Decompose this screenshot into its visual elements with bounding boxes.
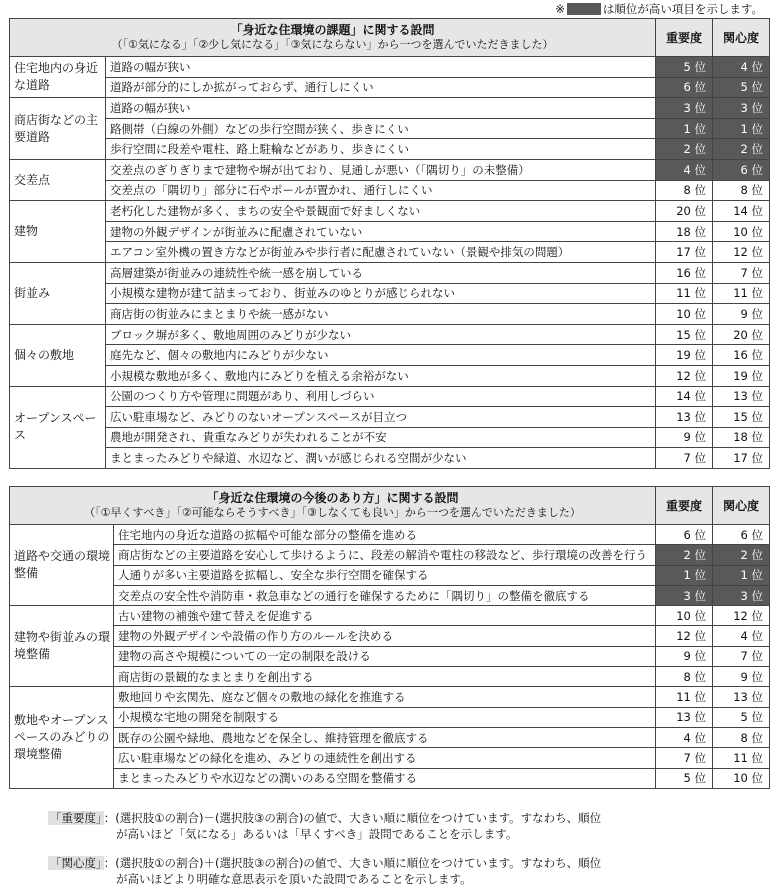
question-cell: 歩行空間に段差や電柱、路上駐輪などがあり、歩きにくい — [106, 139, 656, 160]
table-row — [10, 748, 770, 768]
importance-rank-cell: 13 位 — [656, 407, 713, 428]
importance-rank-cell: 4 位 — [656, 159, 713, 180]
note-text: ：(選択肢①の割合)＋(選択肢③の割合)の値で、大きい順に順位をつけています。すなわち、順位 — [103, 856, 602, 870]
table-row — [10, 304, 770, 325]
table-row — [10, 667, 770, 687]
interest-column-header: 関心度 — [713, 19, 770, 57]
importance-rank-cell: 15 位 — [656, 324, 713, 345]
table-row — [10, 180, 770, 201]
interest-rank-cell: 13 位 — [713, 687, 770, 707]
table-row — [10, 345, 770, 366]
question-cell: 道路の幅が狭い — [106, 57, 656, 78]
interest-rank-cell: 10 位 — [713, 768, 770, 788]
table-row — [10, 646, 770, 666]
legend-prefix: ※ — [555, 2, 565, 16]
question-cell: 公園のつくり方や管理に問題があり、利用しづらい — [106, 386, 656, 407]
table-row — [10, 242, 770, 263]
category-cell: 敷地やオープンスペースのみどりの環境整備 — [10, 687, 114, 788]
interest-rank-cell: 12 位 — [713, 606, 770, 626]
category-cell: 道路や交通の環境整備 — [10, 525, 114, 606]
question-cell: 古い建物の補強や建て替えを促進する — [114, 606, 656, 626]
question-cell: 商店街などの主要道路を安心して歩けるように、段差の解消や電柱の移設など、歩行環境の改善を行う — [114, 545, 656, 565]
importance-rank-cell: 17 位 — [656, 242, 713, 263]
category-cell: 建物や街並みの環境整備 — [10, 606, 114, 687]
interest-rank-cell: 3 位 — [713, 585, 770, 605]
importance-rank-cell: 3 位 — [656, 98, 713, 119]
question-cell: 道路が部分的にしか拡がっておらず、通行しにくい — [106, 77, 656, 98]
importance-rank-cell: 12 位 — [656, 365, 713, 386]
question-cell: 路側帯（白線の外側）などの歩行空間が狭く、歩きにくい — [106, 118, 656, 139]
importance-rank-cell: 6 位 — [656, 525, 713, 545]
interest-rank-cell: 14 位 — [713, 201, 770, 222]
category-cell: 交差点 — [10, 159, 106, 200]
interest-rank-cell: 11 位 — [713, 748, 770, 768]
question-cell: 建物の外観デザインや設備の作り方のルールを決める — [114, 626, 656, 646]
question-cell: まとまったみどりや緑道、水辺など、潤いが感じられる空間が少ない — [106, 448, 656, 469]
legend — [555, 2, 763, 17]
interest-rank-cell: 16 位 — [713, 345, 770, 366]
importance-rank-cell: 11 位 — [656, 687, 713, 707]
interest-rank-cell: 1 位 — [713, 118, 770, 139]
interest-rank-cell: 8 位 — [713, 727, 770, 747]
interest-rank-cell: 7 位 — [713, 262, 770, 283]
importance-rank-cell: 3 位 — [656, 585, 713, 605]
importance-rank-cell: 14 位 — [656, 386, 713, 407]
importance-rank-cell: 10 位 — [656, 304, 713, 325]
interest-rank-cell: 8 位 — [713, 180, 770, 201]
importance-rank-cell: 13 位 — [656, 707, 713, 727]
question-cell: ブロック塀が多く、敷地周囲のみどりが少ない — [106, 324, 656, 345]
interest-rank-cell: 3 位 — [713, 98, 770, 119]
question-cell: 建物の高さや規模についての一定の制限を設ける — [114, 646, 656, 666]
question-cell: 農地が開発され、貴重なみどりが失われることが不安 — [106, 427, 656, 448]
table-row — [10, 565, 770, 585]
interest-rank-cell: 2 位 — [713, 139, 770, 160]
importance-rank-cell: 9 位 — [656, 646, 713, 666]
question-cell: 高層建築が街並みの連続性や統一感を崩している — [106, 262, 656, 283]
table-row — [10, 365, 770, 386]
issues-table — [9, 18, 770, 469]
legend-text: は順位が高い項目を示します。 — [602, 2, 763, 16]
question-cell: 住宅地内の身近な道路の拡幅や可能な部分の整備を進める — [114, 525, 656, 545]
note-term: 「重要度」 — [50, 811, 102, 825]
question-cell: 小規模な敷地が多く、敷地内にみどりを植える余裕がない — [106, 365, 656, 386]
note-text-cont: が高いほど「気になる」あるいは「早くすべき」設問であることを示します。 — [116, 827, 518, 841]
question-cell: 広い駐車場など、みどりのないオープンスペースが目立つ — [106, 407, 656, 428]
table-row — [10, 727, 770, 747]
table-row — [10, 159, 770, 180]
category-cell: 商店街などの主要道路 — [10, 98, 106, 160]
question-cell: 小規模な宅地の開発を制限する — [114, 707, 656, 727]
importance-rank-cell: 9 位 — [656, 427, 713, 448]
table-row — [10, 606, 770, 626]
interest-rank-cell: 19 位 — [713, 365, 770, 386]
question-cell: 敷地回りや玄関先、庭など個々の敷地の緑化を推進する — [114, 687, 656, 707]
importance-rank-cell: 10 位 — [656, 606, 713, 626]
table-row — [10, 77, 770, 98]
table-row — [10, 221, 770, 242]
table-row — [10, 525, 770, 545]
question-cell: 道路の幅が狭い — [106, 98, 656, 119]
issues-table-body — [10, 57, 770, 469]
highlight-swatch — [567, 3, 601, 15]
importance-rank-cell: 18 位 — [656, 221, 713, 242]
future-table-header — [10, 487, 656, 525]
future-table-body — [10, 525, 770, 789]
interest-rank-cell: 6 位 — [713, 159, 770, 180]
note-importance — [48, 810, 601, 842]
interest-column-header: 関心度 — [713, 487, 770, 525]
question-cell: 小規模な建物が建て詰まっており、街並みのゆとりが感じられない — [106, 283, 656, 304]
table-row — [10, 407, 770, 428]
table-row — [10, 201, 770, 222]
note-interest — [48, 855, 601, 887]
importance-rank-cell: 1 位 — [656, 565, 713, 585]
interest-rank-cell: 20 位 — [713, 324, 770, 345]
future-table-title: 「身近な住環境の今後のあり方」に関する設問 — [206, 491, 459, 505]
interest-rank-cell: 18 位 — [713, 427, 770, 448]
interest-rank-cell: 10 位 — [713, 221, 770, 242]
importance-column-header: 重要度 — [656, 487, 713, 525]
importance-rank-cell: 7 位 — [656, 448, 713, 469]
importance-rank-cell: 7 位 — [656, 748, 713, 768]
category-cell: 個々の敷地 — [10, 324, 106, 386]
category-cell: 建物 — [10, 201, 106, 263]
importance-rank-cell: 20 位 — [656, 201, 713, 222]
question-cell: 交差点の安全性や消防車・救急車などの通行を確保するために「隅切り」の整備を徹底する — [114, 585, 656, 605]
table-row — [10, 98, 770, 119]
table-row — [10, 57, 770, 78]
category-cell: 住宅地内の身近な道路 — [10, 57, 106, 98]
importance-rank-cell: 5 位 — [656, 768, 713, 788]
table-row — [10, 118, 770, 139]
question-cell: 交差点のぎりぎりまで建物や塀が出ており、見通しが悪い（「隅切り」の未整備） — [106, 159, 656, 180]
question-cell: 庭先など、個々の敷地内にみどりが少ない — [106, 345, 656, 366]
importance-rank-cell: 5 位 — [656, 57, 713, 78]
importance-rank-cell: 1 位 — [656, 118, 713, 139]
question-cell: 老朽化した建物が多く、まちの安全や景観面で好ましくない — [106, 201, 656, 222]
importance-column-header: 重要度 — [656, 19, 713, 57]
interest-rank-cell: 5 位 — [713, 707, 770, 727]
interest-rank-cell: 6 位 — [713, 525, 770, 545]
question-cell: 商店街の景観的なまとまりを創出する — [114, 667, 656, 687]
importance-rank-cell: 2 位 — [656, 139, 713, 160]
table-row — [10, 707, 770, 727]
table-row — [10, 626, 770, 646]
interest-rank-cell: 4 位 — [713, 57, 770, 78]
table-row — [10, 386, 770, 407]
table-row — [10, 545, 770, 565]
question-cell: 建物の外観デザインが街並みに配慮されていない — [106, 221, 656, 242]
importance-rank-cell: 16 位 — [656, 262, 713, 283]
note-text-cont: が高いほどより明確な意思表示を頂いた設問であることを示します。 — [116, 872, 472, 886]
interest-rank-cell: 1 位 — [713, 565, 770, 585]
question-cell: エアコン室外機の置き方などが街並みや歩行者に配慮されていない（景観や排気の問題） — [106, 242, 656, 263]
importance-rank-cell: 4 位 — [656, 727, 713, 747]
table-row — [10, 687, 770, 707]
interest-rank-cell: 15 位 — [713, 407, 770, 428]
interest-rank-cell: 13 位 — [713, 386, 770, 407]
interest-rank-cell: 4 位 — [713, 626, 770, 646]
issues-table-subtitle: （「①気になる」「②少し気になる」「③気にならない」から一つを選んでいただきました） — [111, 38, 554, 51]
interest-rank-cell: 12 位 — [713, 242, 770, 263]
question-cell: 商店街の街並みにまとまりや統一感がない — [106, 304, 656, 325]
issues-table-header — [10, 19, 656, 57]
interest-rank-cell: 9 位 — [713, 304, 770, 325]
future-table — [9, 486, 770, 789]
category-cell: 街並み — [10, 262, 106, 324]
importance-rank-cell: 11 位 — [656, 283, 713, 304]
question-cell: 交差点の「隅切り」部分に石やポールが置かれ、通行しにくい — [106, 180, 656, 201]
question-cell: 既存の公園や緑地、農地などを保全し、維持管理を徹底する — [114, 727, 656, 747]
interest-rank-cell: 5 位 — [713, 77, 770, 98]
question-cell: まとまったみどりや水辺などの潤いのある空間を整備する — [114, 768, 656, 788]
note-text: ：(選択肢①の割合)－(選択肢③の割合)の値で、大きい順に順位をつけています。すなわち、順位 — [103, 811, 602, 825]
table-row — [10, 262, 770, 283]
table-row — [10, 448, 770, 469]
interest-rank-cell: 9 位 — [713, 667, 770, 687]
table-row — [10, 139, 770, 160]
table-row — [10, 283, 770, 304]
importance-rank-cell: 8 位 — [656, 667, 713, 687]
importance-rank-cell: 12 位 — [656, 626, 713, 646]
table-row — [10, 324, 770, 345]
table-row — [10, 585, 770, 605]
question-cell: 広い駐車場などの緑化を進め、みどりの連続性を創出する — [114, 748, 656, 768]
importance-rank-cell: 2 位 — [656, 545, 713, 565]
importance-rank-cell: 8 位 — [656, 180, 713, 201]
interest-rank-cell: 2 位 — [713, 545, 770, 565]
table-row — [10, 427, 770, 448]
interest-rank-cell: 11 位 — [713, 283, 770, 304]
future-table-subtitle: （「①早くすべき」「②可能ならそうすべき」「③しなくても良い」から一つを選んでいただきました） — [84, 506, 581, 519]
importance-rank-cell: 6 位 — [656, 77, 713, 98]
question-cell: 人通りが多い主要道路を拡幅し、安全な歩行空間を確保する — [114, 565, 656, 585]
interest-rank-cell: 17 位 — [713, 448, 770, 469]
note-term: 「関心度」 — [50, 856, 102, 870]
importance-rank-cell: 19 位 — [656, 345, 713, 366]
category-cell: オープンスペース — [10, 386, 106, 468]
table-row — [10, 768, 770, 788]
interest-rank-cell: 7 位 — [713, 646, 770, 666]
issues-table-title: 「身近な住環境の課題」に関する設問 — [230, 23, 435, 37]
